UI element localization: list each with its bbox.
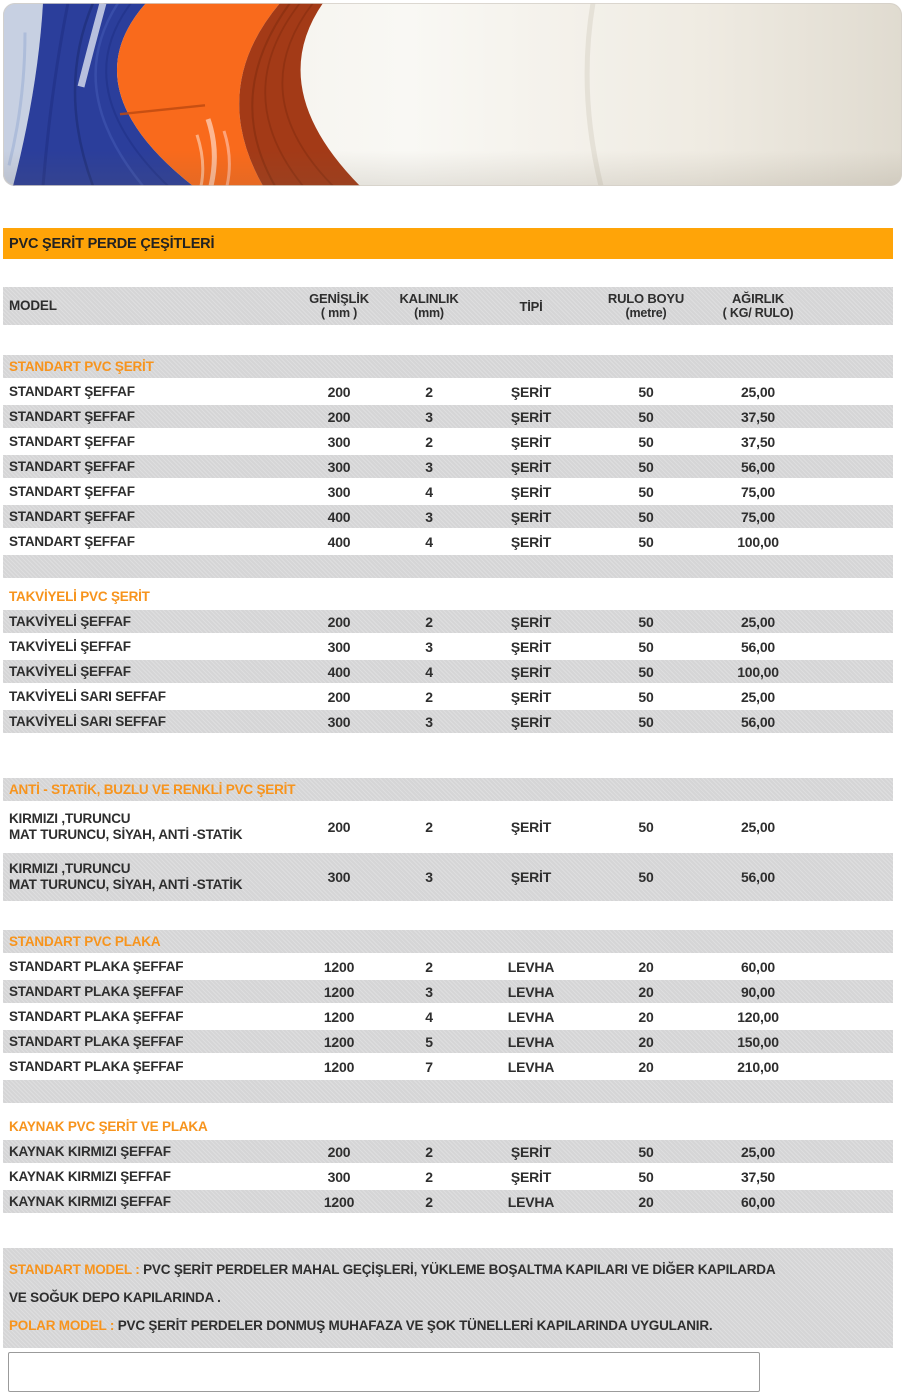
cell-agirlik: 100,00 [737,533,779,550]
cell-tipi: ŞERİT [510,533,552,550]
section-title-standart-pvc-plaka: STANDART PVC PLAKA [3,930,893,953]
cell-model: STANDART PLAKA ŞEFFAF [9,1058,184,1074]
column-header-genislik: GENİŞLİK ( mm ) [309,291,369,320]
cell-agirlik: 25,00 [740,688,776,705]
cell-genislik: 300 [327,458,351,475]
column-header-agirlik: AĞIRLIK ( KG/ RULO) [722,291,794,320]
cell-agirlik: 75,00 [740,508,776,525]
table-row [3,530,893,553]
cell-genislik: 300 [327,713,351,730]
table-row [3,1055,893,1078]
cell-tipi: ŞERİT [510,1143,552,1160]
cell-rulo-boyu: 50 [638,433,654,450]
cell-kalinlik: 2 [425,688,433,705]
table-row [3,405,893,428]
cell-genislik: 1200 [323,1058,355,1075]
pvc-rolls-photo [3,3,902,186]
cell-kalinlik: 4 [425,533,433,550]
table-row [3,480,893,503]
note-standart-model-text-2: VE SOĞUK DEPO KAPILARINDA . [9,1290,221,1305]
cell-model: TAKVİYELİ ŞEFFAF [9,638,131,654]
cell-tipi: ŞERİT [510,688,552,705]
section-title-anti-statik: ANTİ - STATİK, BUZLU VE RENKLİ PVC ŞERİT [3,778,893,801]
cell-kalinlik: 2 [425,613,433,630]
cell-kalinlik: 4 [425,483,433,500]
cell-model: STANDART PLAKA ŞEFFAF [9,983,184,999]
cell-rulo-boyu: 50 [638,383,654,400]
table-row [3,685,893,708]
cell-genislik: 1200 [323,1008,355,1025]
cell-rulo-boyu: 50 [638,1143,654,1160]
cell-rulo-boyu: 50 [638,483,654,500]
cell-genislik: 400 [327,533,351,550]
cell-genislik: 200 [327,613,351,630]
column-header-rulo-boyu: RULO BOYU (metre) [607,291,685,320]
banner-bottom-shadow [3,151,902,186]
table-row [3,853,893,901]
cell-kalinlik: 3 [425,458,433,475]
empty-spacer-row [3,555,893,578]
cell-kalinlik: 4 [425,1008,433,1025]
note-polar-model [9,1312,885,1340]
section-anti-statik [3,778,893,901]
table-row [3,1005,893,1028]
cell-tipi: ŞERİT [510,483,552,500]
table-row [3,430,893,453]
cell-genislik: 200 [327,819,351,835]
cell-genislik: 1200 [323,958,355,975]
cell-rulo-boyu: 50 [638,408,654,425]
cell-genislik: 300 [327,1168,351,1185]
table-row [3,660,893,683]
cell-genislik: 200 [327,1143,351,1160]
cell-rulo-boyu: 20 [638,1008,654,1025]
table-row [3,1165,893,1188]
cell-kalinlik: 2 [425,819,433,835]
cell-agirlik: 25,00 [740,613,776,630]
cell-model: KAYNAK KIRMIZI ŞEFFAF [9,1168,171,1184]
table-row [3,380,893,403]
cell-agirlik: 60,00 [740,958,776,975]
cell-model: TAKVİYELİ ŞEFFAF [9,663,131,679]
cell-agirlik: 56,00 [740,869,776,885]
cell-model: KIRMIZI ,TURUNCU MAT TURUNCU, SİYAH, ANTİ -STATİK [9,811,243,842]
section-takviyeli-pvc-serit [3,585,893,733]
cell-genislik: 300 [327,869,351,885]
cell-tipi: ŞERİT [510,869,552,885]
section-kaynak-pvc-serit-ve-plaka [3,1115,893,1213]
cell-agirlik: 25,00 [740,383,776,400]
cell-kalinlik: 3 [425,713,433,730]
cell-rulo-boyu: 50 [638,508,654,525]
cell-genislik: 200 [327,688,351,705]
cell-tipi: ŞERİT [510,458,552,475]
cell-kalinlik: 5 [425,1033,433,1050]
cell-tipi: LEVHA [507,958,555,975]
cell-kalinlik: 7 [425,1058,433,1075]
cell-agirlik: 56,00 [740,638,776,655]
cell-rulo-boyu: 50 [638,869,654,885]
cell-genislik: 400 [327,508,351,525]
section-standart-pvc-serit [3,355,893,578]
cell-model: STANDART ŞEFFAF [9,383,135,399]
cell-tipi: ŞERİT [510,1168,552,1185]
cell-rulo-boyu: 50 [638,1168,654,1185]
table-row [3,803,893,851]
bottom-content-box [8,1352,760,1392]
table-row [3,455,893,478]
cell-rulo-boyu: 50 [638,638,654,655]
cell-tipi: ŞERİT [510,613,552,630]
cell-rulo-boyu: 50 [638,713,654,730]
cell-tipi: ŞERİT [510,433,552,450]
section-title-takviyeli-pvc-serit: TAKVİYELİ PVC ŞERİT [9,589,150,604]
cell-tipi: LEVHA [507,1058,555,1075]
table-row [3,610,893,633]
cell-genislik: 200 [327,383,351,400]
cell-agirlik: 25,00 [740,1143,776,1160]
section-title-standart-pvc-serit: STANDART PVC ŞERİT [3,355,893,378]
cell-tipi: ŞERİT [510,408,552,425]
cell-model: STANDART ŞEFFAF [9,508,135,524]
cell-kalinlik: 3 [425,869,433,885]
cell-kalinlik: 3 [425,408,433,425]
cell-kalinlik: 2 [425,958,433,975]
cell-model: KIRMIZI ,TURUNCU MAT TURUNCU, SİYAH, ANTİ -STATİK [9,861,243,892]
page-title-bar [3,228,893,259]
cell-agirlik: 37,50 [740,408,776,425]
cell-agirlik: 90,00 [740,983,776,1000]
cell-genislik: 1200 [323,1193,355,1210]
table-row [3,955,893,978]
cell-genislik: 300 [327,433,351,450]
cell-rulo-boyu: 20 [638,1033,654,1050]
column-header-model: MODEL [9,298,57,313]
empty-spacer-row [3,1080,893,1103]
cell-agirlik: 150,00 [737,1033,779,1050]
cell-rulo-boyu: 20 [638,1058,654,1075]
cell-tipi: LEVHA [507,983,555,1000]
table-row [3,710,893,733]
table-row [3,635,893,658]
cell-agirlik: 56,00 [740,458,776,475]
cell-kalinlik: 4 [425,663,433,680]
section-standart-pvc-plaka [3,930,893,1103]
note-standart-model-text: PVC ŞERİT PERDELER MAHAL GEÇİŞLERİ, YÜKLEME BOŞALTMA KAPILARI VE DİĞER KAPILARDA [143,1262,776,1277]
cell-agirlik: 100,00 [737,663,779,680]
cell-agirlik: 60,00 [740,1193,776,1210]
cell-tipi: LEVHA [507,1033,555,1050]
cell-model: STANDART ŞEFFAF [9,533,135,549]
cell-genislik: 300 [327,483,351,500]
cell-kalinlik: 2 [425,383,433,400]
table-row [3,1140,893,1163]
cell-agirlik: 210,00 [737,1058,779,1075]
cell-model: STANDART PLAKA ŞEFFAF [9,1033,184,1049]
cell-tipi: ŞERİT [510,663,552,680]
cell-genislik: 300 [327,638,351,655]
note-polar-model-label: POLAR MODEL : [9,1318,115,1333]
note-polar-model-text: PVC ŞERİT PERDELER DONMUŞ MUHAFAZA VE ŞOK TÜNELLERİ KAPILARINDA UYGULANIR. [117,1318,713,1333]
cell-rulo-boyu: 20 [638,983,654,1000]
cell-kalinlik: 3 [425,983,433,1000]
table-column-header-row [3,287,893,325]
cell-agirlik: 25,00 [740,819,776,835]
column-header-kalinlik: KALINLIK (mm) [399,291,459,320]
cell-tipi: LEVHA [507,1008,555,1025]
table-row [3,1030,893,1053]
cell-tipi: ŞERİT [510,508,552,525]
cell-agirlik: 37,50 [740,433,776,450]
table-row [3,1190,893,1213]
cell-tipi: ŞERİT [510,383,552,400]
cell-agirlik: 56,00 [740,713,776,730]
page-title: PVC ŞERİT PERDE ÇEŞİTLERİ [9,235,215,252]
cell-rulo-boyu: 20 [638,1193,654,1210]
cell-rulo-boyu: 50 [638,613,654,630]
cell-kalinlik: 3 [425,638,433,655]
column-header-tipi: TİPİ [519,298,543,314]
cell-model: KAYNAK KIRMIZI ŞEFFAF [9,1143,171,1159]
cell-tipi: ŞERİT [510,638,552,655]
cell-rulo-boyu: 50 [638,663,654,680]
cell-rulo-boyu: 50 [638,533,654,550]
usage-notes-box [3,1248,893,1348]
cell-kalinlik: 3 [425,508,433,525]
cell-genislik: 1200 [323,1033,355,1050]
cell-genislik: 200 [327,408,351,425]
pricing-table-body [3,355,893,1213]
note-standart-model [9,1256,885,1284]
table-row [3,505,893,528]
cell-agirlik: 37,50 [740,1168,776,1185]
cell-agirlik: 120,00 [737,1008,779,1025]
cell-model: TAKVİYELİ SARI SEFFAF [9,713,166,729]
cell-model: STANDART PLAKA ŞEFFAF [9,1008,184,1024]
cell-model: TAKVİYELİ SARI SEFFAF [9,688,166,704]
cell-rulo-boyu: 50 [638,688,654,705]
cell-tipi: LEVHA [507,1193,555,1210]
table-row [3,980,893,1003]
cell-tipi: ŞERİT [510,713,552,730]
cell-kalinlik: 2 [425,1193,433,1210]
cell-model: TAKVİYELİ ŞEFFAF [9,613,131,629]
cell-model: STANDART PLAKA ŞEFFAF [9,958,184,974]
cell-model: STANDART ŞEFFAF [9,483,135,499]
cell-kalinlik: 2 [425,433,433,450]
note-standart-model-label: STANDART MODEL : [9,1262,140,1277]
cell-kalinlik: 2 [425,1168,433,1185]
cell-rulo-boyu: 50 [638,819,654,835]
cell-agirlik: 75,00 [740,483,776,500]
cell-rulo-boyu: 20 [638,958,654,975]
cell-genislik: 1200 [323,983,355,1000]
cell-model: STANDART ŞEFFAF [9,408,135,424]
cell-tipi: ŞERİT [510,819,552,835]
cell-kalinlik: 2 [425,1143,433,1160]
cell-model: KAYNAK KIRMIZI ŞEFFAF [9,1193,171,1209]
cell-model: STANDART ŞEFFAF [9,458,135,474]
section-title-kaynak-pvc-serit-ve-plaka: KAYNAK PVC ŞERİT VE PLAKA [9,1119,208,1134]
cell-model: STANDART ŞEFFAF [9,433,135,449]
cell-genislik: 400 [327,663,351,680]
cell-rulo-boyu: 50 [638,458,654,475]
